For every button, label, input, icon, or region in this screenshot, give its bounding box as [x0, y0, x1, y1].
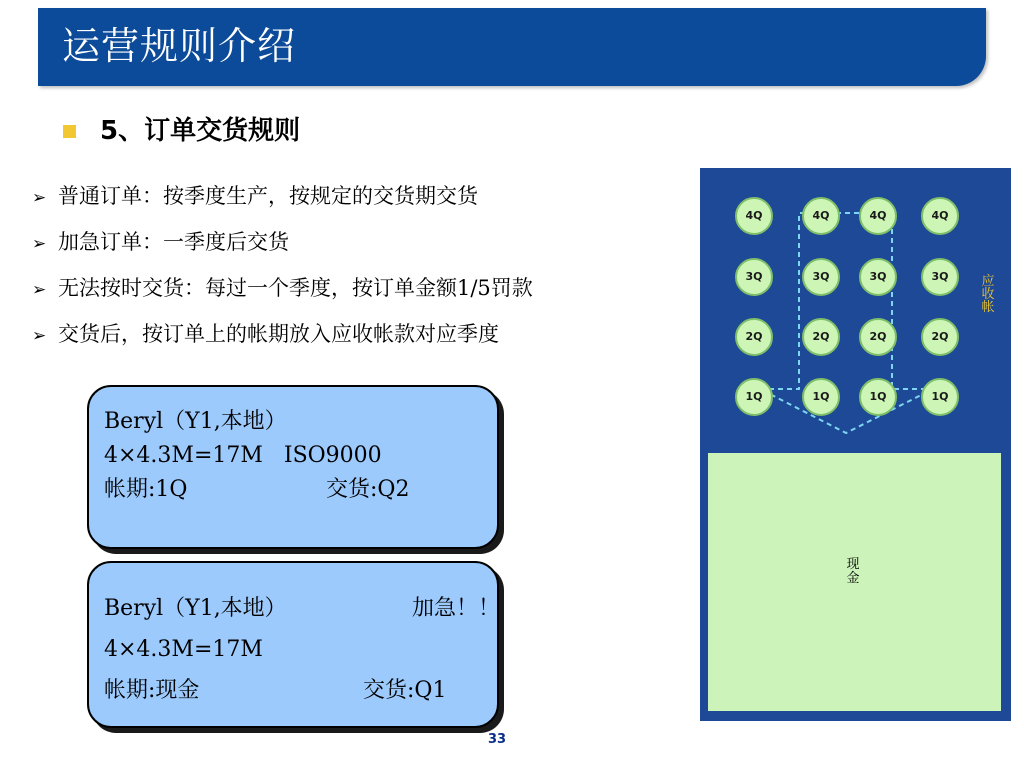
rule-item: [32, 176, 533, 222]
arrow-bullet-icon: ➢: [32, 280, 47, 300]
order-payment-term: 帐期:现金: [104, 678, 200, 703]
order-quantity: 4×4.3M=17M: [104, 637, 263, 662]
coin-4q: 4Q: [802, 197, 840, 235]
order-payment-term: 帐期:1Q: [104, 477, 188, 502]
square-bullet-icon: [63, 125, 76, 138]
coin-1q: 1Q: [802, 378, 840, 416]
cash-label: 现金: [846, 557, 860, 586]
coin-2q: 2Q: [859, 318, 897, 356]
section-heading: 5、订单交货规则: [100, 116, 301, 146]
rule-item: [32, 314, 533, 360]
urgent-flag: 加急！！: [412, 596, 501, 621]
page-number: 33: [488, 732, 507, 747]
normal-order-card: [87, 385, 499, 549]
rule-item: [32, 268, 533, 314]
order-delivery: 交货:Q1: [363, 678, 447, 703]
slide-title: 运营规则介绍: [62, 24, 297, 68]
coin-4q: 4Q: [859, 197, 897, 235]
order-delivery: 交货:Q2: [326, 477, 410, 502]
coin-4q: 4Q: [921, 197, 959, 235]
coin-3q: 3Q: [802, 258, 840, 296]
order-product: Beryl（Y1,本地）: [104, 409, 287, 434]
cash-area: [708, 453, 1001, 711]
receivables-label: 应收帐: [981, 274, 995, 315]
order-product: Beryl（Y1,本地）: [104, 596, 287, 621]
sandtable-board: [700, 168, 1011, 721]
coin-1q: 1Q: [735, 378, 773, 416]
rule-text: 交货后，按订单上的帐期放入应收帐款对应季度: [58, 322, 499, 346]
coin-1q: 1Q: [921, 378, 959, 416]
coin-3q: 3Q: [735, 258, 773, 296]
rules-list: [32, 176, 533, 360]
rule-item: [32, 222, 533, 268]
coin-2q: 2Q: [921, 318, 959, 356]
rule-text: 无法按时交货：每过一个季度，按订单金额1/5罚款: [58, 276, 533, 300]
coin-3q: 3Q: [921, 258, 959, 296]
rule-text: 加急订单：一季度后交货: [58, 230, 289, 254]
arrow-bullet-icon: ➢: [32, 188, 47, 208]
coin-4q: 4Q: [735, 197, 773, 235]
coin-2q: 2Q: [802, 318, 840, 356]
urgent-order-card: [87, 561, 499, 728]
arrow-bullet-icon: ➢: [32, 326, 47, 346]
arrow-bullet-icon: ➢: [32, 234, 47, 254]
coin-1q: 1Q: [859, 378, 897, 416]
coin-3q: 3Q: [859, 258, 897, 296]
coin-2q: 2Q: [735, 318, 773, 356]
rule-text: 普通订单：按季度生产，按规定的交货期交货: [58, 184, 478, 208]
order-quantity: 4×4.3M=17M ISO9000: [104, 443, 382, 468]
